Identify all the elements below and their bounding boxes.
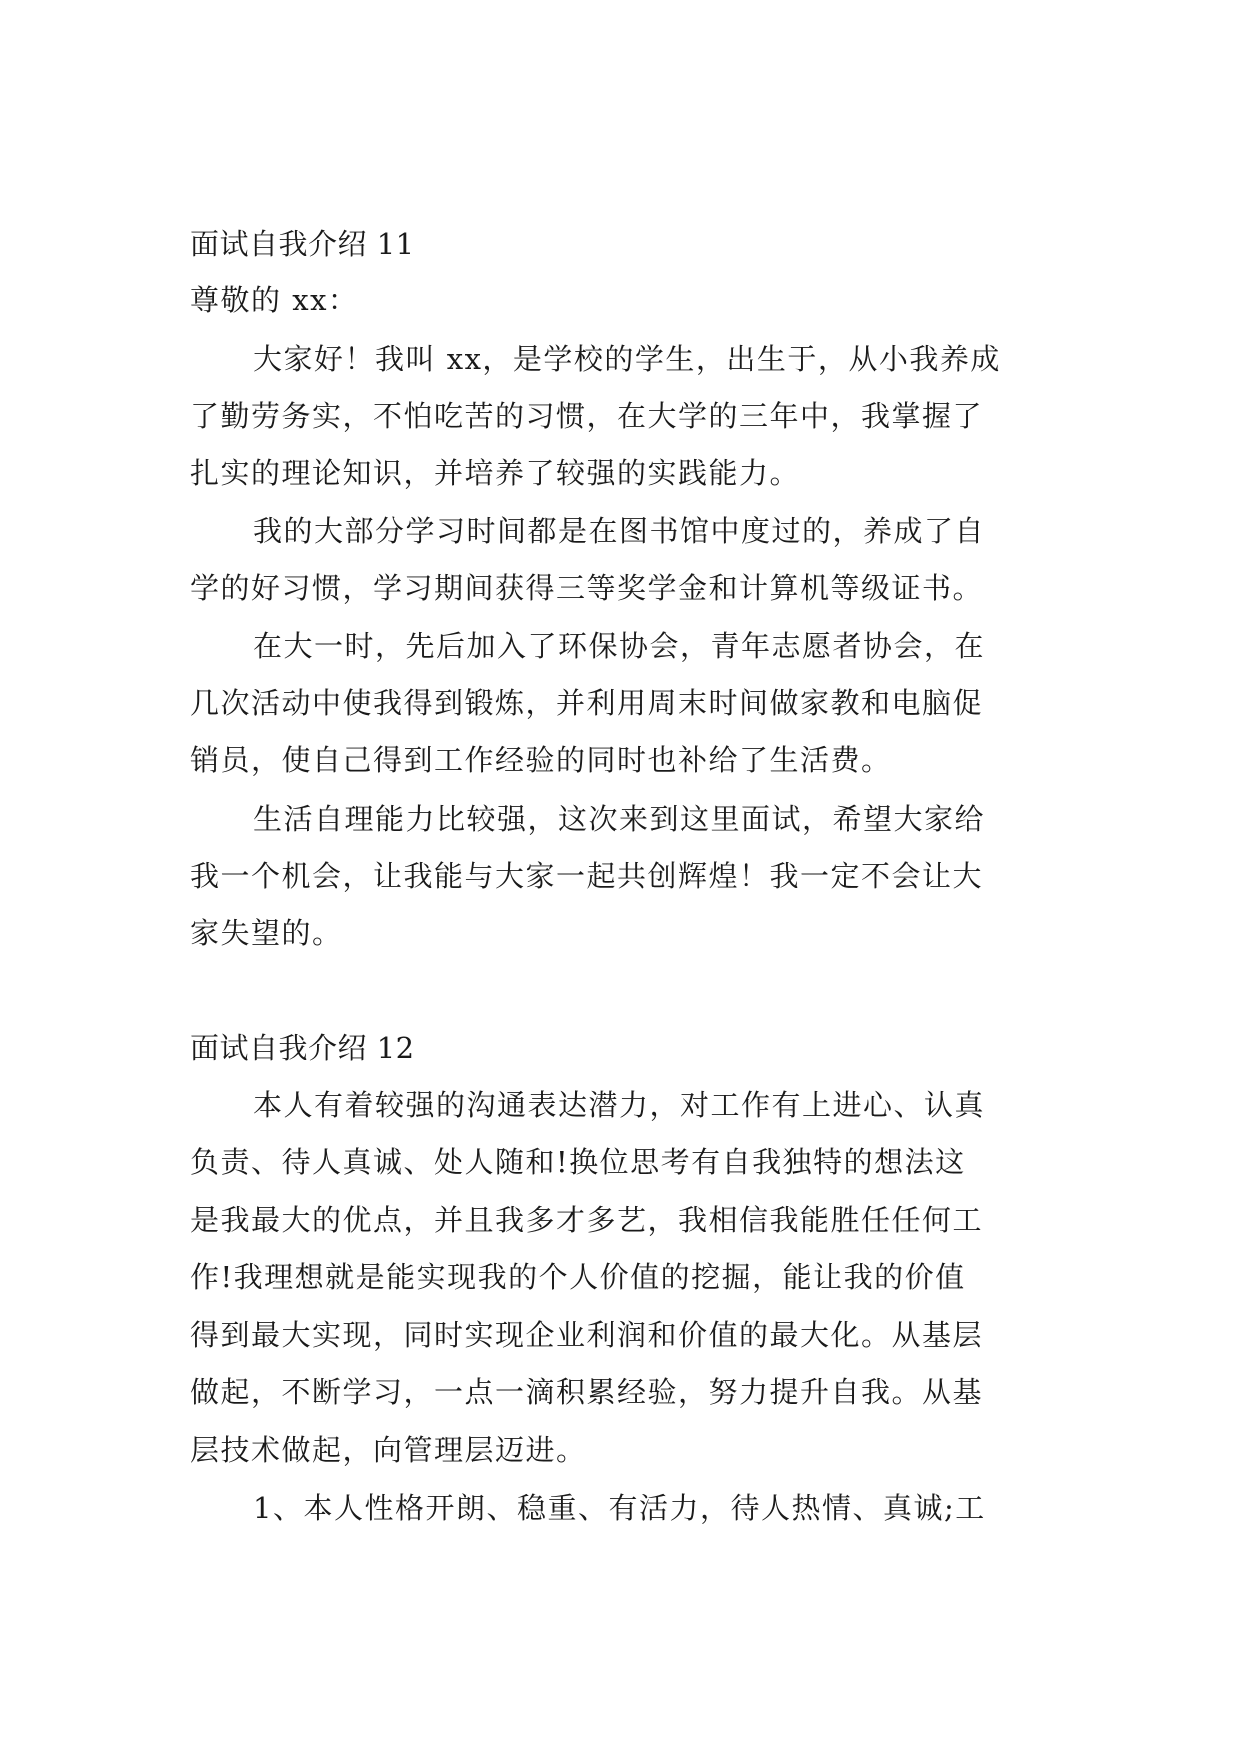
text-line: 本人有着较强的沟通表达潜力，对工作有上进心、认真: [253, 1088, 986, 1122]
text-line: 做起，不断学习，一点一滴积累经验，努力提升自我。从基: [190, 1375, 984, 1409]
text-line: 学的好习惯，学习期间获得三等奖学金和计算机等级证书。: [190, 571, 984, 605]
text-line: 我的大部分学习时间都是在图书馆中度过的，养成了自: [253, 514, 986, 548]
text-line: 扎实的理论知识，并培养了较强的实践能力。: [190, 456, 801, 490]
text-line: 大家好！我叫 xx，是学校的学生，出生于，从小我养成: [253, 342, 1001, 376]
text-line: 了勤劳务实，不怕吃苦的习惯，在大学的三年中，我掌握了: [190, 399, 984, 433]
text-line: 在大一时，先后加入了环保协会，青年志愿者协会，在: [253, 629, 986, 663]
section-title-11: 面试自我介绍 11: [190, 227, 415, 261]
text-line: 负责、待人真诚、处人随和!换位思考有自我独特的想法这: [190, 1145, 966, 1179]
text-line: 销员，使自己得到工作经验的同时也补给了生活费。: [190, 743, 892, 777]
text-line: 几次活动中使我得到锻炼，并利用周末时间做家教和电脑促: [190, 686, 984, 720]
text-line: 是我最大的优点，并且我多才多艺，我相信我能胜任任何工: [190, 1203, 984, 1237]
text-line: 我一个机会，让我能与大家一起共创辉煌！我一定不会让大: [190, 859, 984, 893]
text-line: 家失望的。: [190, 916, 343, 950]
text-line: 生活自理能力比较强，这次来到这里面试，希望大家给: [253, 802, 986, 836]
salutation: 尊敬的 xx：: [190, 283, 359, 317]
section-title-12: 面试自我介绍 12: [190, 1031, 415, 1065]
text-line: 层技术做起，向管理层迈进。: [190, 1433, 587, 1467]
text-line: 得到最大实现，同时实现企业利润和价值的最大化。从基层: [190, 1318, 984, 1352]
text-line: 1、本人性格开朗、稳重、有活力，待人热情、真诚;工: [253, 1491, 986, 1525]
text-line: 作!我理想就是能实现我的个人价值的挖掘，能让我的价值: [190, 1260, 966, 1294]
